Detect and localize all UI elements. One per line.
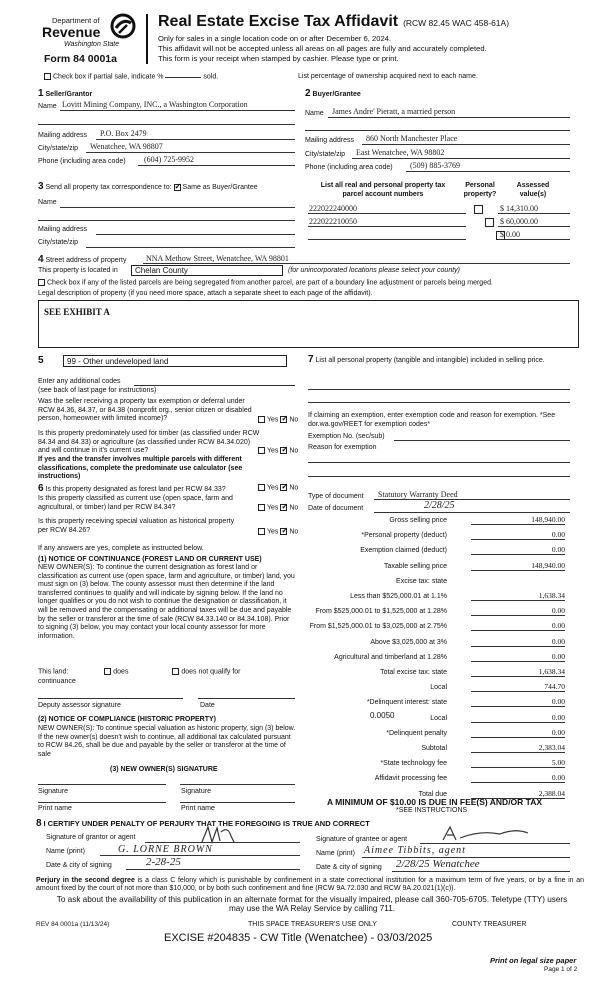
rev-number: REV 84 0001a (11/13/24) — [36, 921, 110, 928]
parcel-number[interactable]: 222022240000 — [309, 204, 357, 213]
calc-label: Exemption claimed (deduct) — [360, 547, 447, 555]
s6-q2: Is this property classified as current use (open space, farm and agricultural, or timber) land per RCW 84.34? — [38, 495, 233, 511]
assessed-value[interactable]: $ 14,310.00 — [500, 204, 538, 213]
grantor-name-label: Name (print) — [46, 848, 85, 855]
s6-h1: (1) NOTICE OF CONTINUANCE (FOREST LAND OR CURRENT USE) — [38, 556, 262, 563]
calc-label: *Delinquent interest: state — [366, 699, 447, 707]
seller-mail-label: Mailing address — [38, 132, 88, 139]
partial-label2: sold. — [203, 73, 219, 81]
this-land-row: This land: does does not qualify for — [38, 668, 241, 676]
calc-value[interactable]: 1,638.34 — [471, 591, 565, 601]
s5-q2-no-checkbox[interactable] — [280, 447, 287, 454]
seller-phone-field[interactable]: (604) 725-9952 — [144, 155, 194, 164]
grantor-date-field[interactable]: 2-28-25 — [146, 856, 181, 868]
dor-logo — [38, 12, 142, 68]
s6-q1: Is this property designated as forest land per RCW 84.33? — [45, 486, 226, 493]
grantee-sig-label: Signature of grantee or agent — [316, 836, 408, 843]
s6-h2: (2) NOTICE OF COMPLIANCE (HISTORIC PROPERTY) — [38, 716, 216, 723]
legal-desc-label: Legal description of property (if you need more space, attach a separate sheet to each page of the affidavit). — [38, 290, 373, 297]
calc-value[interactable]: 0.00 — [471, 545, 565, 555]
county-value: Chelan County — [135, 266, 188, 275]
seller-name-field[interactable]: Lovitt Mining Company, INC., a Washington Corporation — [62, 100, 248, 109]
section2-heading: 2 Buyer/Grantee — [305, 88, 361, 99]
county-note: (for unincorporated locations please select your county) — [288, 267, 460, 274]
grantee-name-field[interactable]: Aimee Tibbits, agent — [364, 845, 466, 856]
additional-codes-note: (see back of last page for instructions) — [38, 387, 157, 394]
buyer-phone-label: Phone (including area code) — [305, 164, 393, 171]
s5-q2: Is this property predominately used for timber (as classified under RCW 84.34 and 84.33) or agriculture (as classified under RCW 84.34.020) and will continue in it's current use? — [38, 430, 260, 455]
seller-city-field[interactable]: Wenatchee, WA 98807 — [90, 142, 163, 151]
buyer-city-label: City/state/zip — [305, 151, 346, 158]
grantee-signature — [440, 824, 530, 844]
located-label: This property is located in — [38, 267, 118, 274]
owner-print-label-1: Print name — [38, 805, 72, 812]
parcel-number[interactable]: 222022210050 — [309, 217, 357, 226]
form-title-ref: (RCW 82.45 WAC 458-61A) — [403, 18, 510, 28]
treasurer-use: THIS SPACE TREASURER'S USE ONLY — [248, 921, 377, 928]
personal-property-checkbox[interactable] — [474, 205, 483, 214]
s6-q2-no-checkbox[interactable] — [280, 504, 287, 511]
seller-name-label: Name — [38, 103, 57, 110]
calc-label: Subtotal — [421, 745, 447, 752]
dept-name: Revenue — [42, 24, 101, 40]
section7-text: 7 List all personal property (tangible and intangible) included in selling price. — [308, 354, 545, 365]
exemption-text: If claiming an exemption, enter exemption code and reason for exemption. *See dor.wa.gov/REET for exemption codes* — [308, 412, 556, 428]
section3-row: 3 Send all property tax correspondence to: ✓ Same as Buyer/Grantee — [38, 181, 258, 192]
seller-city-label: City/state/zip — [38, 145, 79, 152]
calc-value[interactable]: 5.00 — [471, 758, 565, 768]
calc-label: Affidavit processing fee — [374, 775, 447, 783]
calc-value[interactable]: 0.00 — [471, 621, 565, 631]
personal-col-head: Personal property? — [463, 182, 497, 198]
s6-q2-answers: Yes ✓ No — [258, 504, 298, 511]
notice-3: This form is your receipt when stamped by cashier. Please type or print. — [158, 54, 399, 63]
county-select[interactable] — [131, 265, 283, 276]
calc-value[interactable]: 0.00 — [471, 606, 565, 616]
calc-label: From $1,525,000.01 to $3,025,000 at 2.75% — [309, 623, 447, 631]
form-number: Form 84 0001a — [44, 53, 117, 65]
minimum-notice: A MINIMUM OF $10.00 IS DUE IN FEE(S) AND/OR TAX — [327, 797, 543, 807]
calc-value[interactable]: 148,940.00 — [471, 515, 565, 525]
s6-q3: Is this property receiving special valuation as historical property per RCW 84.26? — [38, 518, 235, 534]
personal-property-checkbox[interactable] — [485, 218, 494, 227]
segregated-label: Check box if any of the listed parcels are being segregated from another parcel, are part of a boundary line adjustment or parcels being merged. — [47, 279, 493, 287]
s6-q1-yes-checkbox[interactable] — [258, 484, 265, 491]
doc-type-field[interactable]: Statutory Warranty Deed — [378, 490, 458, 499]
grantor-name-field[interactable]: G. LORNE BROWN — [118, 844, 213, 855]
calc-value[interactable]: 744.70 — [471, 682, 565, 692]
calc-label: Local — [430, 714, 447, 722]
see-instructions: *SEE INSTRUCTIONS — [396, 807, 468, 814]
calc-label: Above $3,025,000 at 3% — [370, 638, 447, 646]
calc-label: Agricultural and timberland at 1.28% — [334, 653, 447, 661]
grantor-date-label: Date & city of signing — [46, 862, 112, 869]
assessed-col-head: Assessed value(s) — [516, 182, 550, 198]
grantee-date-label: Date & city of signing — [316, 864, 382, 871]
calc-value[interactable]: 0.00 — [471, 773, 565, 783]
partial-label1: Check box if partial sale, indicate % — [53, 73, 164, 81]
buyer-name-label: Name — [305, 110, 324, 117]
use-code-value: 99 - Other undeveloped land — [67, 357, 169, 366]
continuance-label: continuance — [38, 678, 76, 685]
doc-type-label: Type of document — [308, 493, 364, 500]
doc-date-field[interactable]: 2/28/25 — [424, 500, 455, 511]
s3-name-label: Name — [38, 199, 57, 206]
owner-print-label-2: Print name — [181, 805, 215, 812]
buyer-name-field[interactable]: James Andre' Pieratt, a married person — [332, 107, 456, 116]
revenue-swirl-icon — [110, 13, 136, 39]
dept-state: Washington State — [64, 41, 120, 48]
partial-sale-checkbox[interactable] — [44, 73, 51, 80]
same-as-buyer-checkbox[interactable] — [174, 184, 181, 191]
calc-label: Gross selling price — [389, 517, 447, 524]
use-code-select[interactable] — [63, 355, 287, 367]
s6-q3-no-checkbox[interactable] — [280, 528, 287, 535]
county-treasurer: COUNTY TREASURER — [452, 921, 527, 928]
calc-value[interactable]: 148,940.00 — [471, 561, 565, 571]
calc-label: *Delinquent penalty — [386, 729, 447, 737]
s6-p1: NEW OWNER(S): To continue the current designation as forest land or classification as current use (open space, farm and agriculture, or timber) land, you must sign on (3) below. The county assessor must then determine if the land transferred continues to qualify and will indicate by signing below. If the land no longer qualifies or you do not wish to continue the designation or classification, it will be removed and the compensating or additional taxes will be due and payable by the seller or transferor at the time of sale (RCW 84.33.140 or 84.34.108). Prior to signing (3) below, you may contact your local county assessor for more information. — [38, 564, 295, 640]
calc-label: Total excise tax: state — [380, 669, 447, 676]
seller-mail-field[interactable]: P.O. Box 2479 — [100, 129, 147, 138]
alt-format-notice: To ask about the availability of this publication in an alternate format for the visually impaired, please call 360-705-6705. Teletype (TTY) users may use the WA Relay Service by calling 711. — [56, 895, 568, 913]
owner-sig-label-2: Signature — [181, 788, 211, 795]
calc-label: Less than $525,000.01 at 1.1% — [350, 593, 447, 600]
calc-value[interactable]: 0.00 — [471, 530, 565, 540]
parcel-col-head1: List all real and personal property tax parcel account numbers — [320, 182, 446, 198]
deputy-sig-label: Deputy assessor signature — [38, 702, 121, 709]
s5-q2-yes-checkbox[interactable] — [258, 447, 265, 454]
legal-description-box[interactable] — [38, 300, 579, 348]
s5-q1-no-checkbox[interactable] — [280, 416, 287, 423]
calc-value[interactable]: 2,388.04 — [471, 789, 565, 799]
s5-q1: Was the seller receiving a property tax exemption or deferral under RCW 84.36, 84.37, or 84.38 (nonprofit org., senior citizen or disabled person, homeowner with limited income)? — [38, 398, 252, 423]
calc-label: Excise tax: state — [396, 577, 447, 585]
section3-text: Send all property tax correspondence to: — [45, 184, 172, 191]
section5-num: 5 — [38, 355, 44, 366]
calc-label: Local — [430, 684, 447, 692]
form-title-row — [158, 13, 509, 31]
s6-h3: (3) NEW OWNER(S) SIGNATURE — [110, 766, 218, 773]
s3-city-label: City/state/zip — [38, 239, 79, 246]
partial-sale-row — [44, 73, 218, 80]
calc-value[interactable]: 1,638.34 — [471, 667, 565, 677]
calc-label: From $525,000.01 to $1,525,000 at 1.28% — [315, 608, 447, 616]
s6-q1-answers: Yes ✓ No — [258, 484, 298, 491]
s6-q3-yes-checkbox[interactable] — [258, 528, 265, 535]
perjury-notice: Perjury in the second degree is a class C felony which is punishable by confinement in a state correctional institution for a maximum term of five years, or by a fine in an amount fixed by the court of not more than $10,000, or by both such confinement and fine (RCW 9A.72.030 and RCW 9A.20.021(1)(c)). — [36, 877, 584, 892]
excise-stamp: EXCISE #204835 - CW Title (Wenatchee) - 03/03/2025 — [164, 932, 433, 944]
seller-phone-label: Phone (including area code) — [38, 158, 126, 165]
section4-street-row: 4 Street address of property — [38, 254, 127, 265]
grantee-name-label: Name (print) — [316, 850, 355, 857]
calc-label: *State technology fee — [380, 760, 447, 768]
certify-row: 8 I CERTIFY UNDER PENALTY OF PERJURY THAT THE FOREGOING IS TRUE AND CORRECT — [36, 818, 370, 829]
buyer-city-field[interactable]: East Wenatchee, WA 98802 — [356, 148, 445, 157]
section1-heading: 1 Seller/Grantor — [38, 88, 93, 99]
s6-if-any: If any answers are yes, complete as instructed below. — [38, 545, 204, 552]
calc-value[interactable]: 0.00 — [471, 728, 565, 738]
calc-value[interactable]: 0.00 — [471, 637, 565, 647]
calc-label: Total due — [418, 790, 447, 798]
land-does-checkbox[interactable] — [104, 668, 111, 675]
section6-q1-row: 6 Is this property designated as forest land per RCW 84.33? — [38, 483, 226, 494]
owner-sig-label-1: Signature — [38, 788, 68, 795]
assessed-value[interactable]: $ 0.00 — [500, 230, 520, 239]
exemption-no-label: Exemption No. (sec/sub) — [308, 433, 385, 440]
assessed-value[interactable]: $ 60,000.00 — [500, 217, 538, 226]
s5-q1-answers: Yes ✓ No — [258, 416, 298, 423]
ownership-note: List percentage of ownership acquired next to each name. — [298, 73, 478, 80]
buyer-phone-field[interactable]: (509) 885-3769 — [410, 161, 460, 170]
segregated-row — [38, 279, 493, 286]
street-label: Street address of property — [45, 257, 127, 264]
reason-label: Reason for exemption — [308, 444, 377, 451]
dept-line1: Department of — [52, 16, 100, 25]
same-as-buyer-label: Same as Buyer/Grantee — [182, 184, 258, 191]
legal-paper-note: Print on legal size paper — [490, 956, 577, 965]
segregated-checkbox[interactable] — [38, 279, 45, 286]
street-field[interactable]: NNA Methow Street, Wenatchee, WA 98801 — [146, 254, 289, 263]
calc-label: Taxable selling price — [383, 562, 447, 570]
s6-q2-yes-checkbox[interactable] — [258, 504, 265, 511]
form-title: Real Estate Excise Tax Affidavit — [158, 13, 399, 30]
s6-p2: NEW OWNER(S): To continue special valuation as historic property, sign (3) below. If the new owner(s) doesn't wish to continue, all additional tax calculated pursuant to RCW 84.26, shall be due and payable by the seller or transferor at the time of sale — [38, 725, 296, 758]
calc-value[interactable]: 0.00 — [471, 713, 565, 723]
calc-value[interactable]: 2,383.04 — [471, 743, 565, 753]
header-divider — [146, 14, 148, 64]
page-number: Page 1 of 2 — [544, 966, 578, 973]
notice-1: Only for sales in a single location code on or after December 6, 2024. — [158, 34, 392, 43]
buyer-mail-field[interactable]: 860 North Manchester Place — [366, 134, 458, 143]
notice-2: This affidavit will not be accepted unless all areas on all pages are fully and accurately completed. — [158, 44, 487, 53]
buyer-mail-label: Mailing address — [305, 137, 355, 144]
s6-q1-no-checkbox[interactable] — [280, 484, 287, 491]
s5-q2-answers: Yes ✓ No — [258, 447, 298, 454]
s6-q3-answers: Yes ✓ No — [258, 528, 298, 535]
legal-description-text: SEE EXHIBIT A — [44, 307, 110, 317]
additional-codes-label: Enter any additional codes — [38, 378, 121, 385]
land-does-not-checkbox[interactable] — [172, 668, 179, 675]
s3-mail-label: Mailing address — [38, 226, 88, 233]
calc-label: *Personal property (deduct) — [361, 532, 447, 540]
certify-text: I CERTIFY UNDER PENALTY OF PERJURY THAT THE FOREGOING IS TRUE AND CORRECT — [43, 819, 370, 828]
grantee-date-field[interactable]: 2/28/25 Wenatchee — [396, 858, 480, 870]
local-rate: 0.0050 — [370, 711, 395, 720]
deputy-date-label: Date — [200, 702, 215, 709]
s5-q2b: If yes and the transfer involves multiple parcels with different classifications, complete the predominate use calculator (see instructions) — [38, 456, 243, 481]
calc-value[interactable]: 0.00 — [471, 697, 565, 707]
doc-date-label: Date of document — [308, 505, 364, 512]
calc-value[interactable]: 0.00 — [471, 652, 565, 662]
grantor-sig-label: Signature of grantor or agent — [46, 834, 136, 841]
s5-q1-yes-checkbox[interactable] — [258, 416, 265, 423]
